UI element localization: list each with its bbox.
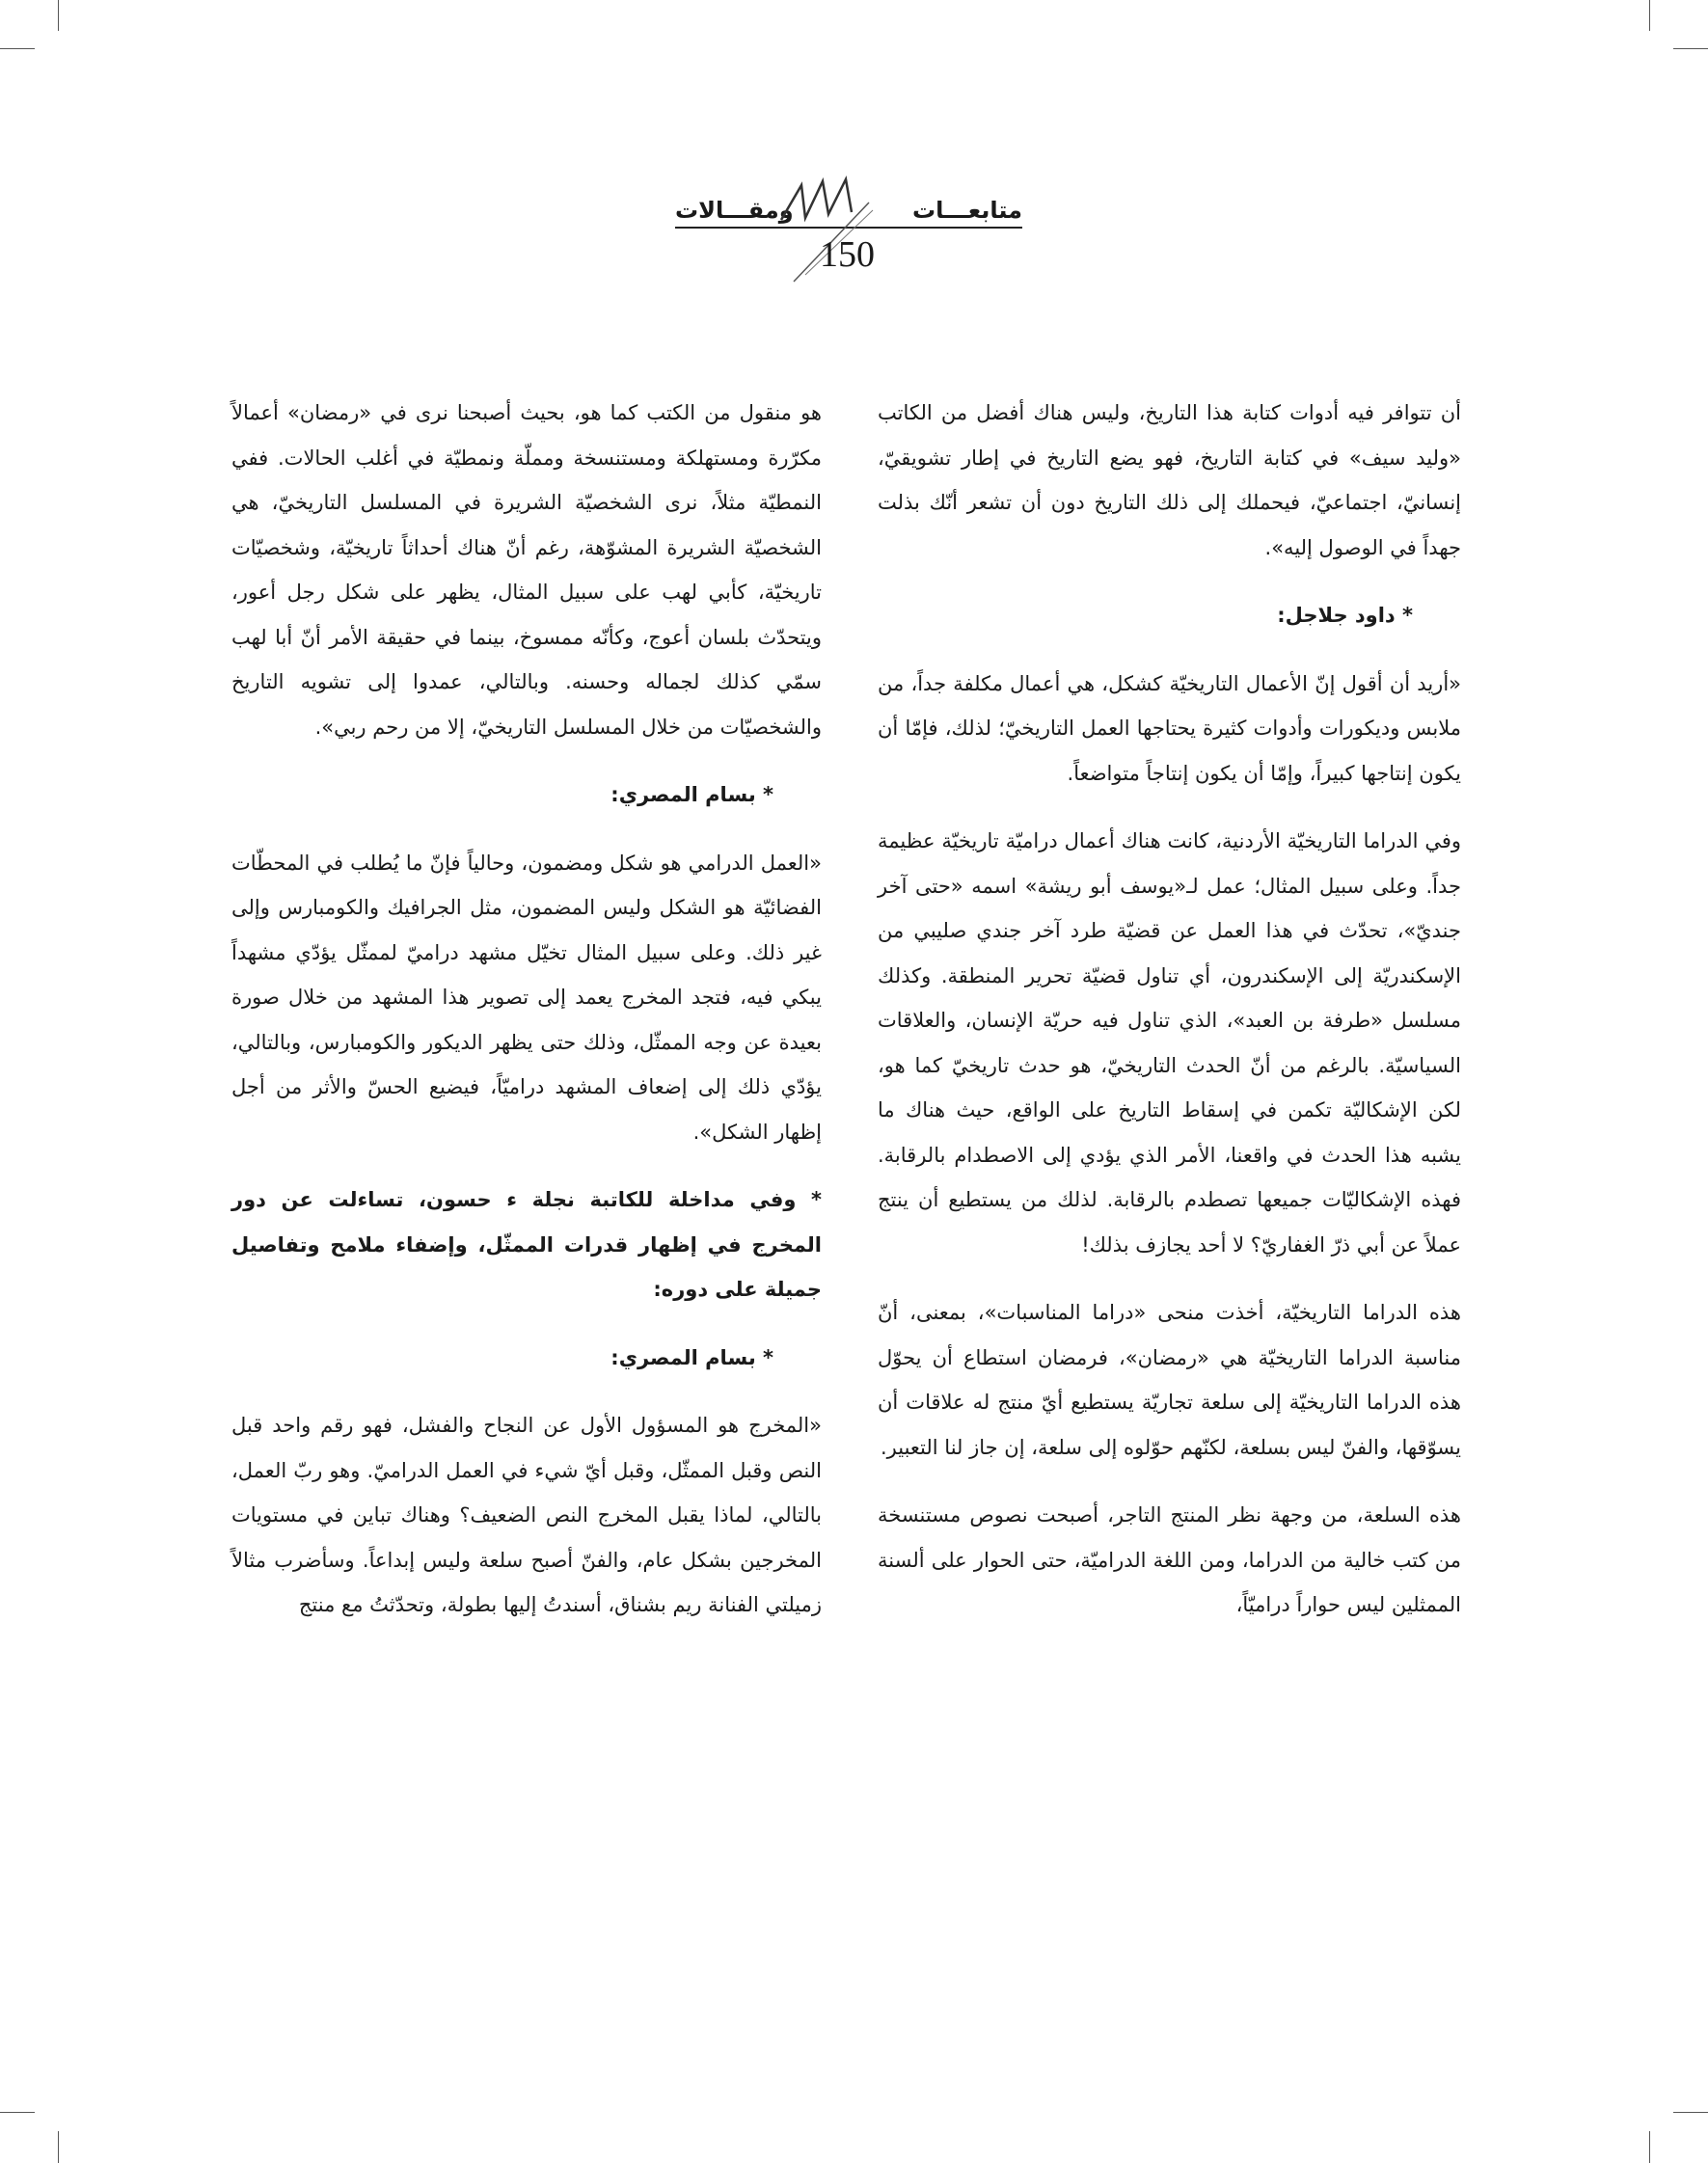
crop-mark bbox=[1649, 0, 1650, 31]
crop-mark bbox=[1673, 48, 1708, 49]
paragraph: هذه السلعة، من وجهة نظر المنتج التاجر، أصبحت نصوص مستنسخة من كتب خالية من الدراما، ومن اللغة الدراميّة، حتى الحوار على ألسنة الممثلين ليس حواراً دراميّاً، bbox=[878, 1503, 1461, 1616]
crop-mark bbox=[58, 2131, 59, 2163]
running-header bbox=[675, 183, 1022, 289]
paragraph: هو منقول من الكتب كما هو، بحيث أصبحنا نرى في «رمضان» أعمالاً مكرّرة ومستهلكة ومستنسخة ومملّة ونمطيّة في أغلب الحالات. ففي النمطيّة مثلاً، نرى الشخصيّة الشريرة في المسلسل التاريخيّ، هي الشخصيّة الشريرة المشوّهة، رغم أنّ هناك أحداثاً تاريخيّة، وشخصيّات تاريخيّة، كأبي لهب على سبيل المثال، يظهر على شكل رجل أعور، ويتحدّث بلسان أعوج، وكأنّه ممسوخ، بينما في حقيقة الأمر أنّ أبا لهب سمّي كذلك لجماله وحسنه. وبالتالي، عمدوا إلى تشويه التاريخ والشخصيّات من خلال المسلسل التاريخيّ، إلا من رحم ربي». bbox=[231, 401, 822, 739]
paragraph: «أريد أن أقول إنّ الأعمال التاريخيّة كشكل، هي أعمال مكلفة جداً، من ملابس وديكورات وأدوات كثيرة يحتاجها العمل التاريخيّ؛ لذلك، فإمّا أن يكون إنتاجها كبيراً، وإمّا أن يكون إنتاجاً متواضعاً. bbox=[878, 671, 1461, 785]
section-title-left: ومقـــالات bbox=[675, 197, 794, 224]
speaker-heading: * داود جلاجل: bbox=[1277, 604, 1413, 627]
article-column-right bbox=[878, 391, 1461, 1651]
paragraph: أن تتوافر فيه أدوات كتابة هذا التاريخ، وليس هناك أفضل من الكاتب «وليد سيف» في كتابة التاريخ، فهو يضع التاريخ في إطار تشويقيّ، إنسانيّ، اجتماعيّ، فيحملك إلى ذلك التاريخ دون أن تشعر أنّك بذلت جهداً في الوصول إليه». bbox=[878, 401, 1461, 559]
article-column-left bbox=[231, 391, 822, 1651]
speaker-heading: * بسام المصري: bbox=[610, 783, 773, 806]
crop-mark bbox=[1649, 2131, 1650, 2163]
crop-mark bbox=[0, 48, 35, 49]
paragraph: هذه الدراما التاريخيّة، أخذت منحى «دراما المناسبات»، بمعنى، أنّ مناسبة الدراما التاريخيّة هي «رمضان»، فرمضان استطاع أن يحوّل هذه الدراما التاريخيّة إلى سلعة تجاريّة يستطيع أيّ منتج له علاقات أن يسوّقها، والفنّ ليس بسلعة، لكنّهم حوّلوه إلى سلعة، إن جاز لنا التعبير. bbox=[878, 1301, 1461, 1459]
paragraph: «المخرج هو المسؤول الأول عن النجاح والفشل، فهو رقم واحد قبل النص وقبل الممثّل، وقبل أيّ شيء في العمل الدراميّ. وهو ربّ العمل، بالتالي، لماذا يقبل المخرج النص الضعيف؟ وهناك تباين في مستويات المخرجين بشكل عام، والفنّ أصبح سلعة وليس إبداعاً. وسأضرب مثالاً زميلتي الفنانة ريم بشناق، أسندتُ إليها بطولة، وتحدّثتُ مع منتج bbox=[231, 1414, 822, 1616]
page-number: 150 bbox=[820, 234, 875, 275]
speaker-heading: * بسام المصري: bbox=[610, 1345, 773, 1369]
crop-mark bbox=[0, 2112, 35, 2113]
paragraph: «العمل الدرامي هو شكل ومضمون، وحالياً فإنّ ما يُطلب في المحطّات الفضائيّة هو الشكل وليس المضمون، مثل الجرافيك والكومبارس وإلى غير ذلك. وعلى سبيل المثال تخيّل مشهد دراميّ لممثّل يؤدّي مشهداً يبكي فيه، فتجد المخرج يعمد إلى تصوير هذا المشهد من خلال صورة بعيدة عن وجه الممثّل، وذلك حتى يظهر الديكور والكومبارس، وبالتالي، يؤدّي ذلك إلى إضعاف المشهد دراميّاً، فيضيع الحسّ والأثر من أجل إظهار الشكل». bbox=[231, 851, 822, 1144]
paragraph: وفي الدراما التاريخيّة الأردنية، كانت هناك أعمال دراميّة تاريخيّة عظيمة جداً. وعلى سبيل المثال؛ عمل لـ«يوسف أبو ريشة» اسمه «حتى آخر جنديّ»، تحدّث في هذا العمل عن قضيّة طرد آخر جندي صليبي من الإسكندريّة إلى الإسكندرون، أي تناول قضيّة تحرير المنطقة. وكذلك مسلسل «طرفة بن العبد»، الذي تناول فيه حريّة الإنسان، والعلاقات السياسيّة. بالرغم من أنّ الحدث التاريخيّ، هو حدث تاريخيّ كما هو، لكن الإشكاليّة تكمن في إسقاط التاريخ على الواقع، حيث هناك ما يشبه هذا الحدث في واقعنا، الأمر الذي يؤدي إلى الاصطدام بالرقابة. فهذه الإشكاليّات جميعها تصطدم بالرقابة. لذلك من يستطيع أن ينتج عملاً عن أبي ذرّ الغفاريّ؟ لا أحد يجازف بذلك! bbox=[878, 829, 1461, 1257]
interjection-question: * وفي مداخلة للكاتبة نجلة ء حسون، تساءلت عن دور المخرج في إظهار قدرات الممثّل، وإضفاء ملامح وتفاصيل جميلة على دوره: bbox=[231, 1188, 822, 1301]
crop-mark bbox=[58, 0, 59, 31]
crop-mark bbox=[1673, 2112, 1708, 2113]
section-title-right: متابعـــات bbox=[912, 197, 1022, 224]
